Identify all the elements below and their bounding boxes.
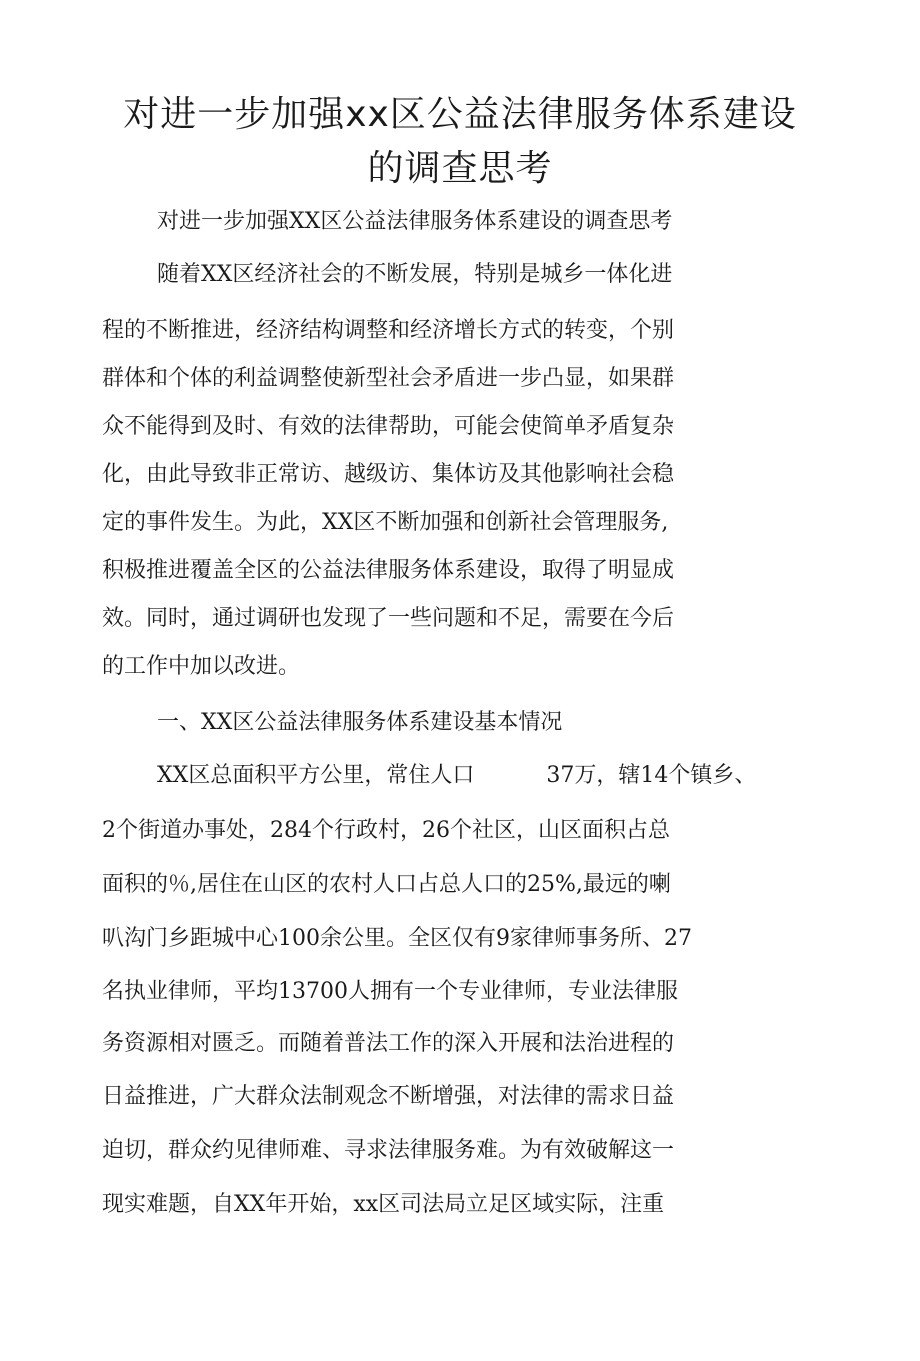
paragraph-2-first-part-a: XX区总面积平方公里，常住人口 bbox=[157, 763, 475, 788]
paragraph-2-line: 迫切，群众约见律师难、寻求法律服务难。为有效破解这一 bbox=[102, 1138, 675, 1163]
paragraph-2-line: 2个街道办事处，284个行政村，26个社区，山区面积占总 bbox=[102, 818, 670, 843]
paragraph-1-line: 众不能得到及时、有效的法律帮助，可能会使简单矛盾复杂 bbox=[102, 414, 675, 439]
paragraph-2-first-part-b: 37万，辖14个镇乡、 bbox=[546, 763, 757, 788]
paragraph-1-line: 程的不断推进，经济结构调整和经济增长方式的转变，个别 bbox=[102, 318, 675, 343]
document-title-line-1: 对进一步加强xx区公益法律服务体系建设 bbox=[123, 94, 797, 135]
section-1-heading: 一、XX区公益法律服务体系建设基本情况 bbox=[157, 710, 563, 735]
paragraph-2-line: 现实难题，自XX年开始，xx区司法局立足区域实际，注重 bbox=[102, 1192, 665, 1217]
document-subtitle: 对进一步加强XX区公益法律服务体系建设的调查思考 bbox=[157, 209, 673, 234]
paragraph-2-line: 日益推进，广大群众法制观念不断增强，对法律的需求日益 bbox=[102, 1084, 675, 1109]
paragraph-1-line: 积极推进覆盖全区的公益法律服务体系建设，取得了明显成 bbox=[102, 558, 675, 583]
paragraph-1-line: 的工作中加以改进。 bbox=[102, 654, 301, 679]
paragraph-2-line: 务资源相对匮乏。而随着普法工作的深入开展和法治进程的 bbox=[102, 1031, 675, 1056]
paragraph-2-line: 面积的％,居住在山区的农村人口占总人口的25%,最远的喇 bbox=[102, 872, 671, 897]
paragraph-1-line: 随着XX区经济社会的不断发展，特别是城乡一体化进 bbox=[157, 262, 673, 287]
paragraph-1-line: 定的事件发生。为此，XX区不断加强和创新社会管理服务, bbox=[102, 510, 669, 535]
paragraph-2-line: 名执业律师，平均13700人拥有一个专业律师，专业法律服 bbox=[102, 979, 678, 1004]
paragraph-1-line: 群体和个体的利益调整使新型社会矛盾进一步凸显，如果群 bbox=[102, 366, 675, 391]
document-title-line-2: 的调查思考 bbox=[367, 148, 553, 189]
paragraph-1-line: 效。同时，通过调研也发现了一些问题和不足，需要在今后 bbox=[102, 606, 675, 631]
paragraph-1-line: 化，由此导致非正常访、越级访、集体访及其他影响社会稳 bbox=[102, 462, 675, 487]
paragraph-2-line bbox=[157, 761, 756, 791]
paragraph-2-line: 叭沟门乡距城中心100余公里。全区仅有9家律师事务所、27 bbox=[102, 926, 692, 951]
